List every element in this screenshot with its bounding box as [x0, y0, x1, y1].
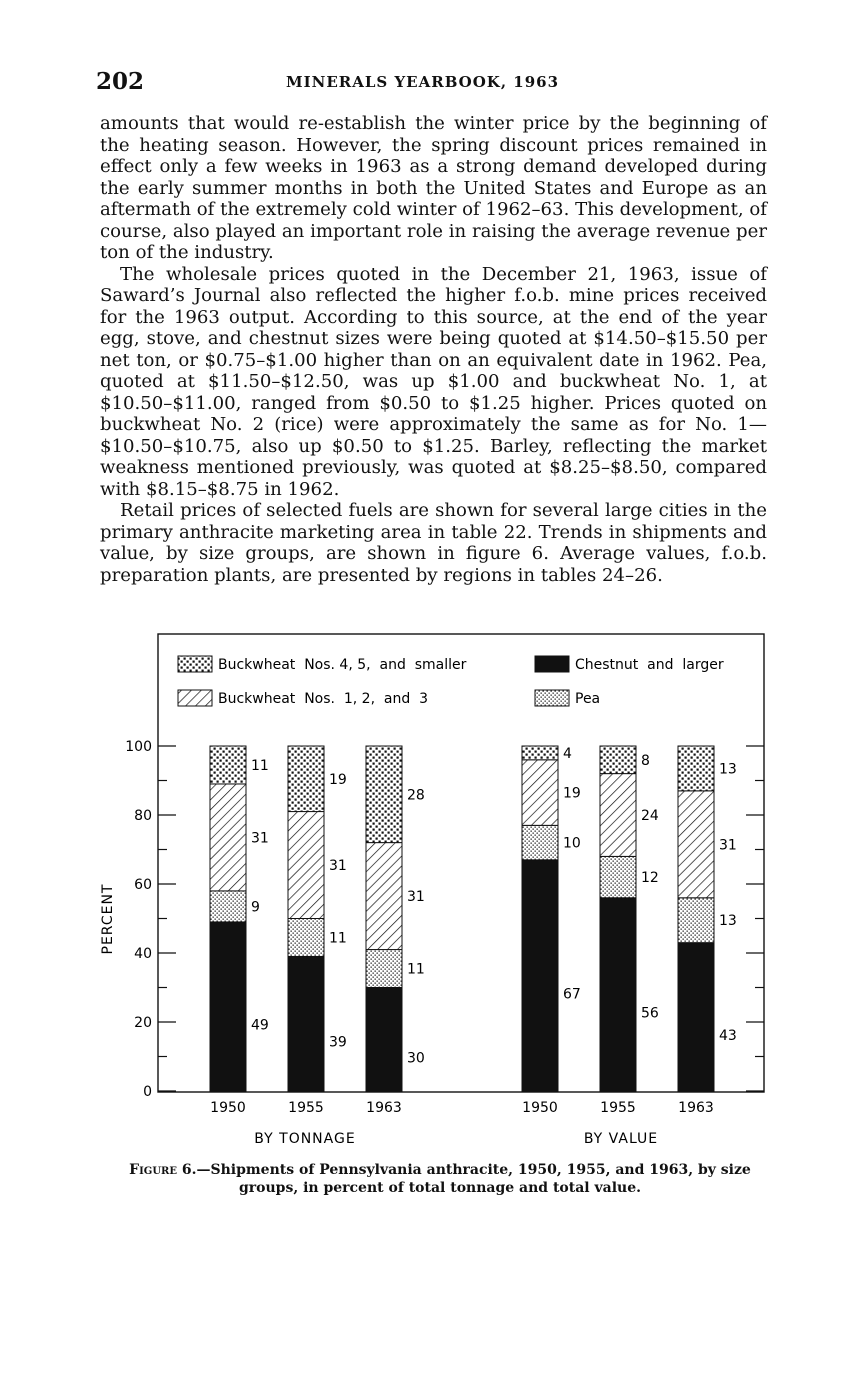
- bar-segment: [600, 774, 636, 857]
- data-label: 19: [329, 771, 347, 788]
- bar-segment: [522, 746, 558, 760]
- bar-segment: [366, 988, 402, 1092]
- legend-label: Pea: [575, 691, 601, 707]
- caption-label: Figure 6.: [129, 1162, 197, 1178]
- bar-segment: [522, 760, 558, 826]
- data-label: 19: [563, 785, 581, 802]
- legend-swatch: [535, 690, 569, 706]
- data-label: 43: [719, 1027, 737, 1044]
- data-label: 39: [329, 1034, 347, 1051]
- legend-label: Buckwheat Nos. 1, 2, and 3: [218, 691, 429, 707]
- bar-segment: [288, 956, 324, 1091]
- x-tick-label: 1955: [288, 1100, 324, 1116]
- paragraph: The wholesale prices quoted in the December 21, 1963, issue of Saward’s Journal also reflected the higher f.o.b. mine prices received for the 1963 output. According to this source, at the end of the year egg, stove, and chestnut sizes were being quoted at $14.50–$15.50 per net ton, or $0.75–$1.00 higher than on an equivalent date in 1962. Pea, quoted at $11.50–$12.50, was up $1.00 and buckwheat No. 1, at $10.50–$11.00, ranged from $0.50 to $1.25 higher. Prices quoted on buckwheat No. 2 (rice) were approximately the same as for No. 1—$10.50–$10.75, also up $0.50 to $1.25. Barley, reflecting the market weakness mentioned previously, was quoted at $8.25–$8.50, compared with $8.15–$8.75 in 1962.: [100, 263, 767, 500]
- bars: [210, 746, 714, 1091]
- y-tick-label: 80: [134, 808, 152, 824]
- bar-segment: [210, 891, 246, 922]
- bar-segment: [600, 856, 636, 897]
- bar-segment: [288, 812, 324, 919]
- page-number: 202: [96, 68, 145, 95]
- data-label: 67: [563, 986, 581, 1003]
- data-label: 31: [407, 889, 425, 906]
- y-tick-label: 40: [134, 946, 152, 962]
- bar-segment: [366, 950, 402, 988]
- running-title: MINERALS YEARBOOK, 1963: [286, 73, 560, 91]
- legend-swatch: [178, 656, 212, 672]
- paragraph: Retail prices of selected fuels are shown for several large cities in the primary anthracite marketing area in table 22. Trends in shipments and value, by size groups, are shown in figure 6. Average values, f.o.b. preparation plants, are presented by regions in tables 24–26.: [100, 500, 767, 586]
- data-label: 11: [329, 930, 347, 947]
- x-axis-labels: [210, 1100, 714, 1147]
- data-label: 8: [641, 752, 650, 769]
- data-label: 56: [641, 1005, 659, 1022]
- bar-segment: [600, 898, 636, 1091]
- bar-segment: [678, 943, 714, 1091]
- legend: [178, 656, 724, 707]
- data-label: 31: [329, 858, 347, 875]
- legend-swatch: [178, 690, 212, 706]
- figure-caption: [100, 1161, 780, 1197]
- bar-segment: [288, 746, 324, 812]
- data-label: 9: [251, 899, 260, 916]
- bar-segment: [288, 919, 324, 957]
- data-label: 31: [719, 837, 737, 854]
- data-label: 4: [563, 745, 572, 762]
- x-tick-label: 1950: [522, 1100, 558, 1116]
- bar-segment: [600, 746, 636, 774]
- bar-segment: [522, 860, 558, 1091]
- data-label: 28: [407, 787, 425, 804]
- bar-segment: [210, 922, 246, 1091]
- bar-segment: [678, 898, 714, 943]
- y-tick-label: 60: [134, 877, 152, 893]
- x-tick-label: 1955: [600, 1100, 636, 1116]
- data-label: 10: [563, 835, 581, 852]
- bar-segment: [522, 825, 558, 860]
- group-label: BY TONNAGE: [254, 1131, 356, 1147]
- bar-segment: [366, 746, 402, 843]
- x-tick-label: 1963: [366, 1100, 402, 1116]
- y-tick-label: 20: [134, 1015, 152, 1031]
- legend-label: Chestnut and larger: [575, 657, 724, 673]
- data-label: 30: [407, 1050, 425, 1067]
- legend-swatch: [535, 656, 569, 672]
- data-label: 11: [407, 961, 425, 978]
- caption-text: —Shipments of Pennsylvania anthracite, 1950, 1955, and 1963, by size groups, in percent of total tonnage and total value.: [196, 1162, 751, 1196]
- group-label: BY VALUE: [583, 1131, 659, 1147]
- y-tick-label: 100: [125, 739, 152, 755]
- data-label: 12: [641, 870, 659, 887]
- data-label: 13: [719, 761, 737, 778]
- x-tick-label: 1950: [210, 1100, 246, 1116]
- data-label: 11: [251, 757, 269, 774]
- data-label: 13: [719, 913, 737, 930]
- legend-label: Buckwheat Nos. 4, 5, and smaller: [218, 657, 467, 673]
- bar-segment: [210, 746, 246, 784]
- bar-segment: [678, 746, 714, 791]
- bar-segment: [210, 784, 246, 891]
- paragraph: amounts that would re-establish the winter price by the beginning of the heating season. However, the spring discount prices remained in effect only a few weeks in 1963 as a strong demand developed during the early summer months in both the United States and Europe as an aftermath of the extremely cold winter of 1962–63. This development, of course, also played an important role in raising the average revenue per ton of the industry.: [100, 113, 767, 263]
- x-tick-label: 1963: [678, 1100, 714, 1116]
- y-tick-label: 0: [143, 1084, 152, 1100]
- data-label: 49: [251, 1017, 269, 1034]
- data-label: 31: [251, 830, 269, 847]
- y-axis-label: PERCENT: [100, 883, 116, 955]
- bar-segment: [678, 791, 714, 898]
- data-label: 24: [641, 808, 659, 824]
- bar-segment: [366, 843, 402, 950]
- axes: [100, 739, 764, 1100]
